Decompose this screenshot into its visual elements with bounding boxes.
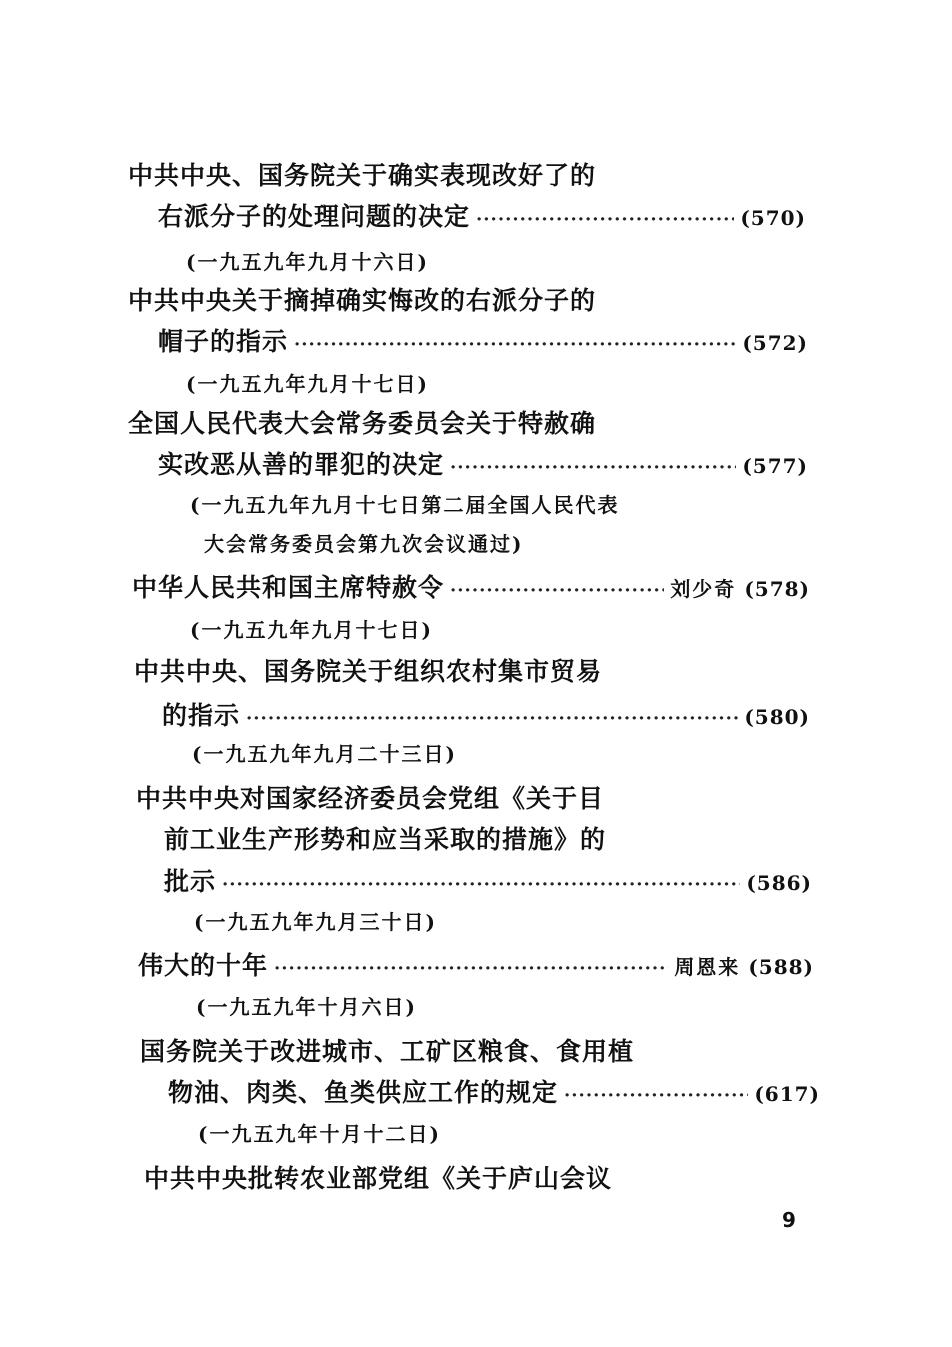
toc-entry-author: 周恩来 [674,955,741,979]
toc-entry-title[interactable]: 前工业生产形势和应当采取的措施》的 [164,825,607,854]
page-reference: (577) [742,454,808,478]
toc-entry-title[interactable]: 中共中央关于摘掉确实悔改的右派分子的 [128,286,597,315]
toc-entry-row[interactable] [162,700,810,735]
toc-entry-title: 伟大的十年 [138,951,269,980]
leader-dots [476,204,734,236]
page-reference: (586) [746,871,812,895]
page-reference: (578) [744,577,810,601]
toc-entry-title[interactable]: 全国人民代表大会常务委员会关于特赦确 [128,409,597,438]
toc-entry-date: (一九五九年九月二十三日) [192,742,457,766]
page-reference: (588) [748,955,814,979]
toc-entry-date: (一九五九年九月十六日) [186,250,429,274]
leader-dots [274,953,668,985]
toc-entry-row[interactable] [158,449,808,484]
toc-entry-row[interactable] [164,866,812,901]
leader-dots [450,575,664,607]
toc-entry-title: 实改恶从善的罪犯的决定 [158,450,445,479]
toc-entry-date: (一九五九年九月十七日) [186,372,429,396]
page-reference: (570) [740,206,806,230]
page-reference: (580) [744,705,810,729]
toc-entry-row[interactable] [158,201,806,236]
toc-entry-row[interactable] [132,572,810,607]
toc-entry-date: (一九五九年九月十七日第二届全国人民代表 [190,493,620,517]
toc-entry-title[interactable]: 中共中央对国家经济委员会党组《关于目 [136,784,605,813]
toc-entry-title: 物油、肉类、鱼类供应工作的规定 [168,1078,559,1107]
toc-entry-title[interactable]: 国务院关于改进城市、工矿区粮食、食用植 [140,1037,635,1066]
toc-entry-title: 的指示 [162,701,241,730]
toc-entry-title: 帽子的指示 [158,327,289,356]
leader-dots [450,452,736,484]
toc-entry-date: (一九五九年十月六日) [196,995,417,1019]
toc-entry-title: 右派分子的处理问题的决定 [158,202,471,231]
toc-entry-title: 中华人民共和国主席特赦令 [132,573,445,602]
toc-entry-date: (一九五九年九月三十日) [194,910,437,934]
toc-entry-row[interactable] [138,950,814,985]
leader-dots [294,329,736,361]
toc-entry-title[interactable]: 中共中央批转农业部党组《关于庐山会议 [144,1164,613,1193]
page-number: 9 [782,1208,796,1232]
toc-entry-date: (一九五九年九月十七日) [190,618,433,642]
leader-dots [222,869,740,901]
leader-dots [564,1080,748,1112]
page-reference: (617) [754,1082,820,1106]
toc-entry-date: (一九五九年十月十二日) [198,1122,441,1146]
toc-entry-title: 批示 [164,867,217,896]
toc-entry-title[interactable]: 中共中央、国务院关于确实表现改好了的 [128,161,597,190]
toc-entry-date: 大会常务委员会第九次会议通过) [204,532,524,556]
toc-entry-author: 刘少奇 [670,577,737,601]
toc-entry-row[interactable] [168,1077,820,1112]
toc-entry-title[interactable]: 中共中央、国务院关于组织农村集市贸易 [134,657,603,686]
leader-dots [246,703,738,735]
page-reference: (572) [742,331,808,355]
toc-entry-row[interactable] [158,326,808,361]
